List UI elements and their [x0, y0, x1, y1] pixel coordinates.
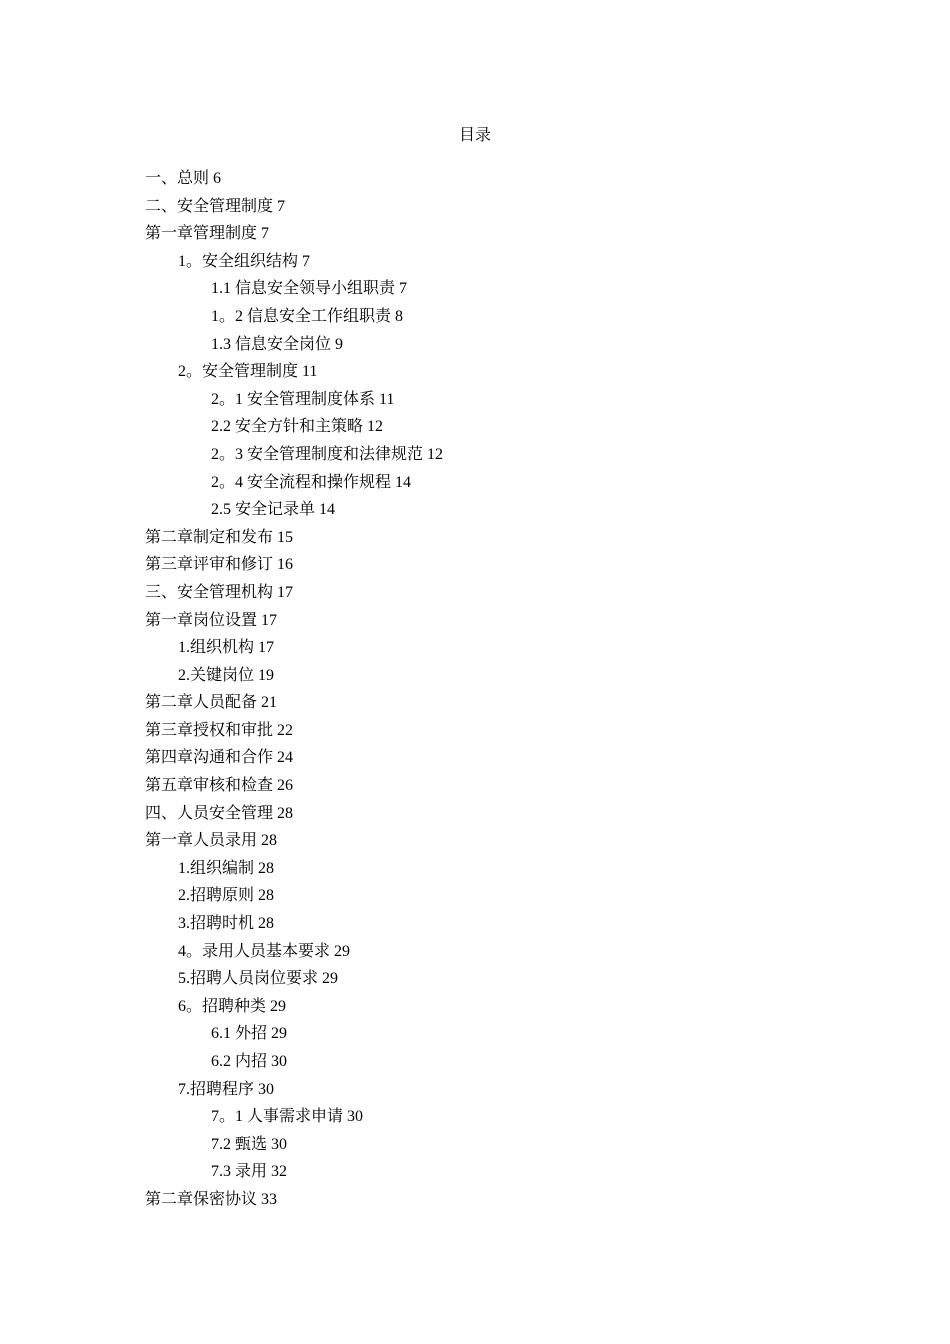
- toc-entry[interactable]: 1.组织编制 28: [178, 859, 275, 877]
- toc-entry[interactable]: 4。录用人员基本要求 29: [178, 942, 351, 960]
- toc-entry[interactable]: 第二章制定和发布 15: [145, 528, 294, 546]
- toc-entry[interactable]: 2.关键岗位 19: [178, 666, 275, 684]
- toc-entry[interactable]: 2.2 安全方针和主策略 12: [211, 418, 384, 436]
- toc-entry[interactable]: 7.3 录用 32: [211, 1163, 288, 1181]
- toc-entry[interactable]: 第一章人员录用 28: [145, 832, 278, 850]
- toc-entry[interactable]: 3.招聘时机 28: [178, 915, 275, 933]
- toc-entry[interactable]: 一、总则 6: [145, 170, 222, 187]
- toc-entry[interactable]: 第二章保密协议 33: [145, 1190, 278, 1208]
- toc-entry[interactable]: 2.招聘原则 28: [178, 887, 275, 905]
- toc-entry[interactable]: 2.5 安全记录单 14: [211, 501, 336, 519]
- toc-entry[interactable]: 第四章沟通和合作 24: [145, 749, 294, 767]
- toc-entry[interactable]: 1.3 信息安全岗位 9: [211, 335, 344, 353]
- toc-entry[interactable]: 7。1 人事需求申请 30: [211, 1108, 364, 1126]
- toc-entry[interactable]: 第一章岗位设置 17: [145, 611, 278, 629]
- toc-entry[interactable]: 第三章评审和修订 16: [145, 556, 294, 574]
- toc-entry[interactable]: 6.1 外招 29: [211, 1025, 288, 1043]
- toc-entry[interactable]: 2。1 安全管理制度体系 11: [211, 390, 395, 408]
- toc-entry[interactable]: 6.2 内招 30: [211, 1053, 288, 1070]
- toc-entry[interactable]: 1。2 信息安全工作组职责 8: [211, 307, 404, 325]
- toc-entry[interactable]: 1.1 信息安全领导小组职责 7: [211, 280, 408, 298]
- toc-entry[interactable]: 第二章人员配备 21: [145, 694, 278, 712]
- toc-entry[interactable]: 第三章授权和审批 22: [145, 721, 294, 739]
- toc-entry[interactable]: 2。3 安全管理制度和法律规范 12: [211, 445, 444, 463]
- toc-entry[interactable]: 二、安全管理制度 7: [145, 197, 286, 215]
- toc-entry[interactable]: 第五章审核和检查 26: [145, 777, 294, 795]
- toc-entry[interactable]: 三、安全管理机构 17: [145, 583, 294, 601]
- toc-entry[interactable]: 1。安全组织结构 7: [178, 252, 311, 270]
- toc-title: 目录: [458, 127, 491, 144]
- toc-entry[interactable]: 四、人员安全管理 28: [145, 804, 294, 822]
- toc-entry[interactable]: 7.2 甄选 30: [211, 1135, 288, 1153]
- toc-entry[interactable]: 2。安全管理制度 11: [178, 363, 318, 381]
- toc-entry[interactable]: 5.招聘人员岗位要求 29: [178, 970, 339, 988]
- toc-entry[interactable]: 7.招聘程序 30: [178, 1080, 275, 1098]
- toc-entry[interactable]: 第一章管理制度 7: [145, 225, 270, 243]
- toc-entry[interactable]: 6。招聘种类 29: [178, 997, 287, 1015]
- toc-entry[interactable]: 1.组织机构 17: [178, 639, 275, 657]
- toc-entry[interactable]: 2。4 安全流程和操作规程 14: [211, 473, 412, 491]
- toc-list: [145, 165, 443, 1214]
